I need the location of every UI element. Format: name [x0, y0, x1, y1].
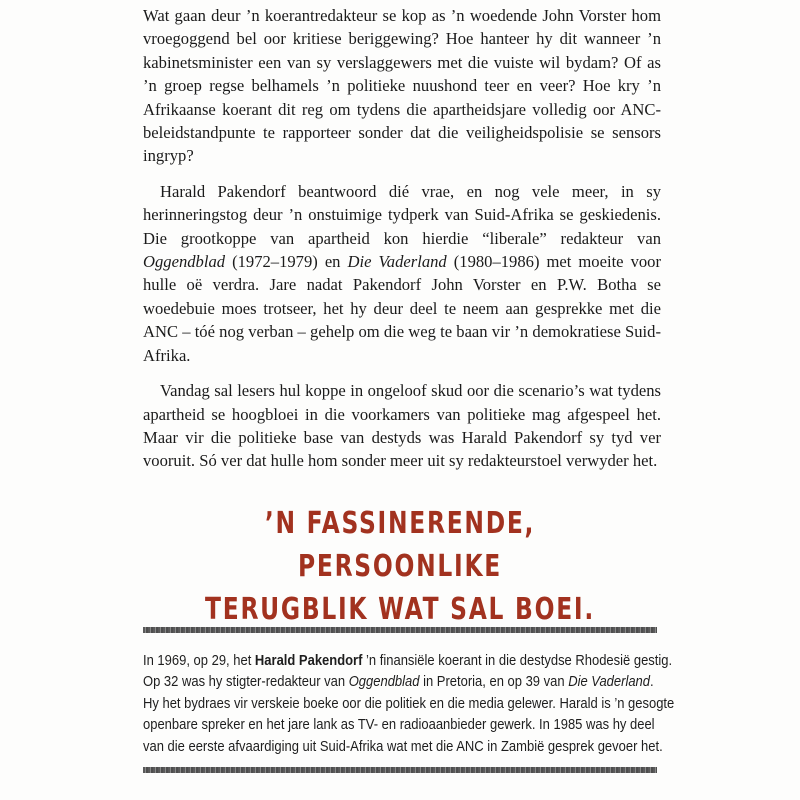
blurb-line: Of as ’n groep regse belhamels ’n politieke nuushond teer en veer? Hoe kry	[143, 52, 661, 96]
author-name: Harald Pakendorf	[254, 652, 363, 669]
author-bio	[143, 650, 675, 757]
tagline-line-1: ’N FASSINERENDE, PERSOONLIKE	[264, 506, 536, 584]
bio-line-2	[143, 671, 656, 692]
blurb-line: ’n Afrikaanse koerant dit reg om tydens die apartheidsjare volledig oor	[143, 76, 661, 119]
newspaper-title: Oggendblad	[143, 252, 226, 272]
blurb-line: Wat gaan deur ’n koerantredakteur se kop as ’n woedende John Vorster	[143, 6, 627, 25]
tagline	[182, 502, 619, 631]
blurb-line: sensors ingryp?	[143, 123, 661, 166]
newspaper-title: Die Vaderland	[347, 252, 447, 272]
newspaper-title: Die Vaderland	[568, 673, 651, 691]
blurb-paragraph-2	[143, 180, 661, 367]
bio-text-run: Op 32 was hy stigter-redakteur van	[143, 673, 349, 691]
blurb-text	[143, 4, 661, 485]
bio-text-run: .	[650, 673, 654, 691]
blurb-paragraph-3: Vandag sal lesers hul koppe in ongeloof skud oor die scenario’s wat tydens apartheid se hoogbloei in die voorkamers van politieke mag afgespeel het. Maar vir die politieke base van destyds was Harald Pakendorf sy tyd ver vooruit. Só ver dat hulle hom sonder meer uit sy redakteurstoel verwyder het.	[143, 381, 661, 471]
blurb-line: hom vroegoggend bel oor kritiese beriggewing? Hoe hanteer hy dit wanneer	[143, 6, 662, 49]
blurb-text-run: Harald Pakendorf beantwoord dié vrae, en nog vele meer, in sy herinneringstog deur ’n onstuimige tydperk van Suid-Afrika se geskiedenis. Die grootkoppe van apartheid kon hierdie “liberale” redakteur van	[143, 181, 661, 248]
bio-line-5: van die eerste afvaardiging uit Suid-Afrika wat met die ANC in Zambië gesprek gevoer het.	[143, 737, 663, 755]
blurb-line: ’n kabinetsminister een van sy verslaggewers met die vuiste wil bydam?	[143, 29, 661, 72]
blurb-line: ANC-beleidstandpunte te rapporteer sonder dat die veiligheidspolisie se	[143, 99, 661, 143]
newspaper-title: Oggendblad	[348, 673, 420, 691]
blurb-paragraph-1	[143, 4, 661, 168]
bio-line-4: openbare spreker en het jare lank as TV- en radioaanbieder gewerk. In 1985 was hy deel	[143, 716, 655, 734]
bio-text-run: In 1969, op 29, het	[143, 652, 255, 669]
bio-text-run: ’n finansiële koerant in die destydse Rhodesië gestig.	[362, 652, 673, 669]
bio-line-3: Hy het bydraes vir verskeie boeke oor die politiek en die media gelewer. Harald is ’n gesogte	[143, 694, 675, 712]
bio-text-run: in Pretoria, en op 39 van	[419, 673, 569, 691]
divider-bottom	[143, 767, 657, 773]
blurb-text-run: (1980–1986) met moeite voor hulle oë verdra. Jare nadat Pakendorf John Vorster en P.W. Botha se woedebuie moes trotseer, het hy deur deel te neem aan gesprekke met die ANC – tóé nog verban – gehelp om die weg te baan vir ’n demokratiese Suid-Afrika.	[143, 252, 661, 365]
divider-top	[143, 627, 657, 633]
blurb-text-run: (1972–1979) en	[225, 252, 348, 272]
tagline-line-2: TERUGBLIK WAT SAL BOEI.	[205, 592, 595, 627]
bio-line-1	[143, 650, 673, 671]
